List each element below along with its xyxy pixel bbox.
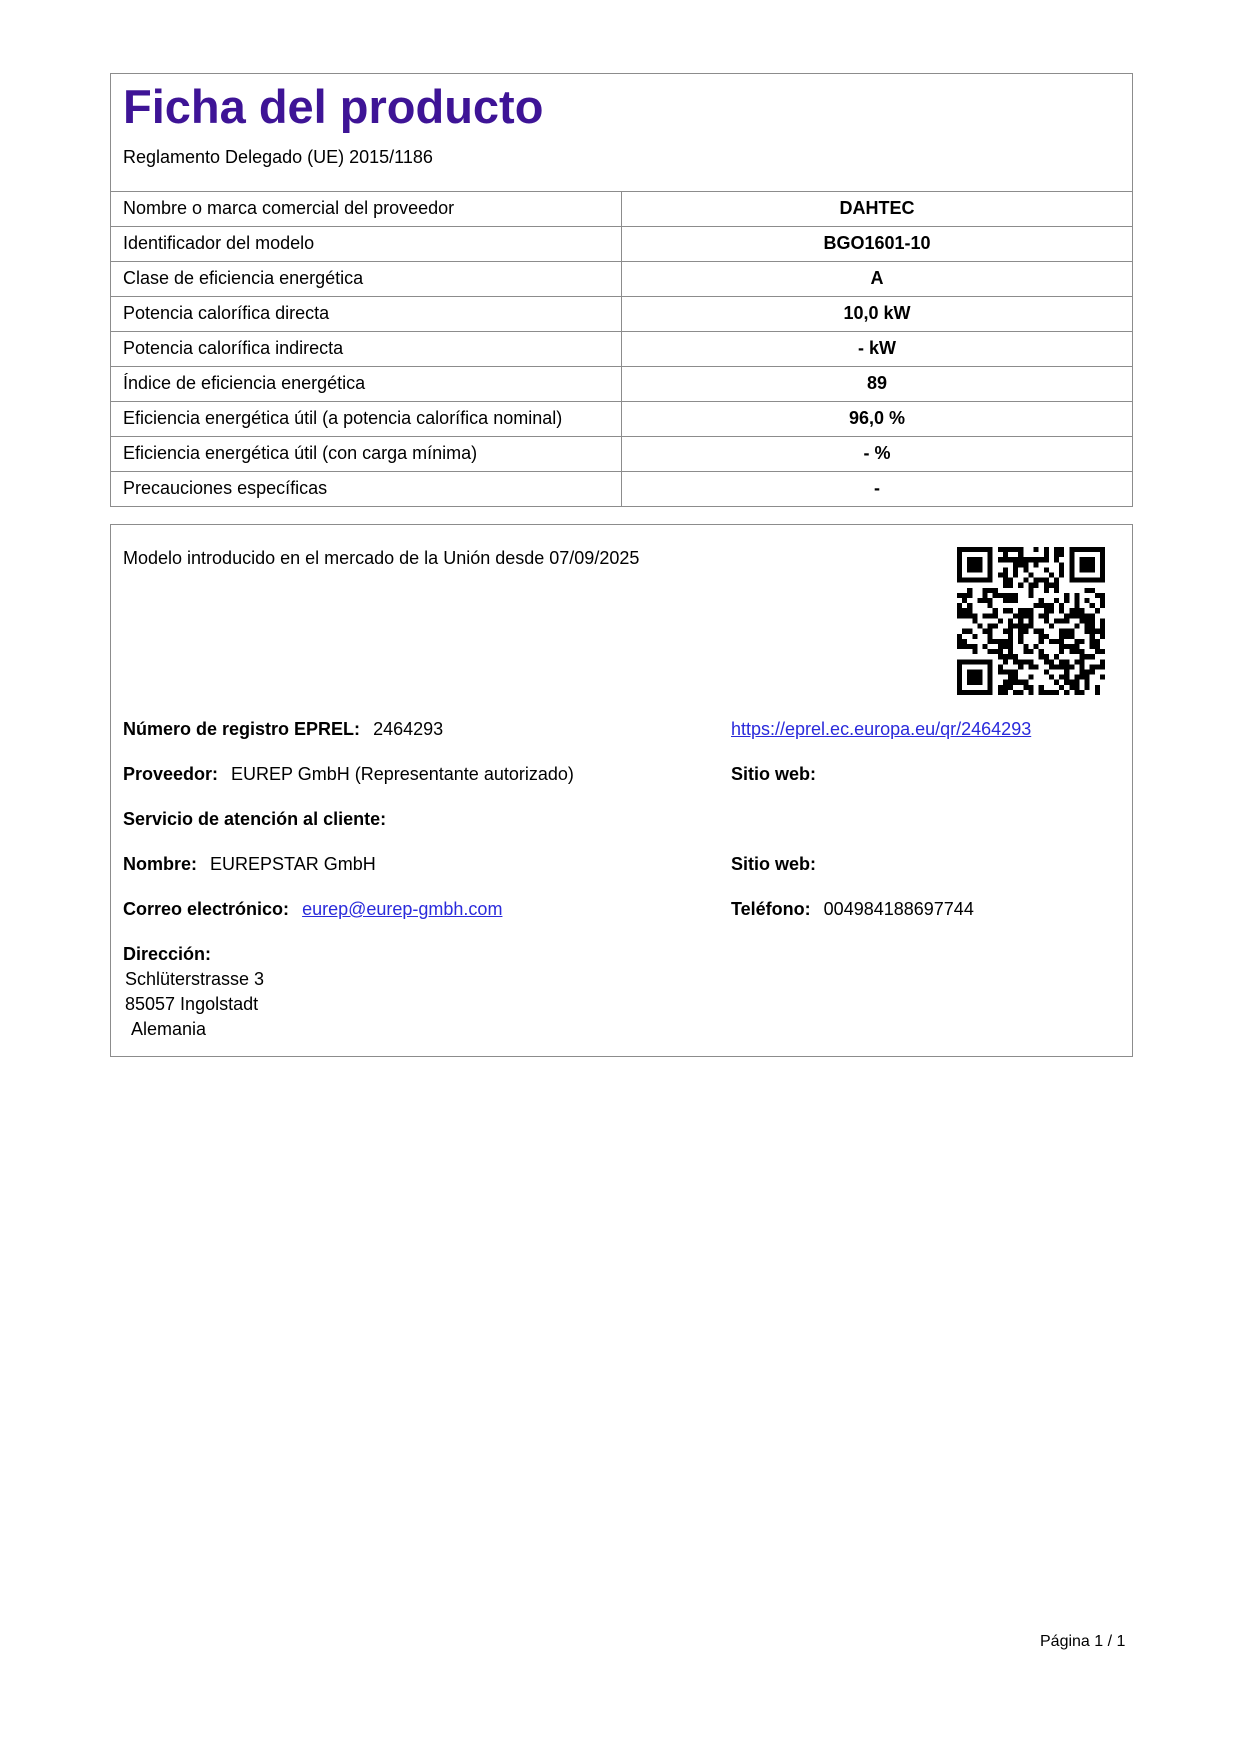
info-panel [110,524,1133,1057]
spec-value: BGO1601-10 [622,226,1133,261]
spec-value: A [622,261,1133,296]
spec-table [111,191,1132,506]
phone-row [731,899,974,920]
supplier-row [123,764,574,785]
spec-label: Clase de eficiencia energética [111,261,622,296]
address-line-2: 85057 Ingolstadt [125,994,259,1014]
spec-label: Precauciones específicas [111,471,622,506]
eprel-row [123,719,443,740]
spec-table-body [111,191,1132,506]
name-row [123,854,376,875]
name-label: Nombre: [123,854,198,874]
spec-label: Identificador del modelo [111,226,622,261]
supplier-value: EUREP GmbH (Representante autorizado) [231,764,574,784]
spec-label: Eficiencia energética útil (con carga mínima) [111,436,622,471]
regulation-subtitle: Reglamento Delegado (UE) 2015/1186 [123,146,433,167]
page-number: Página 1 / 1 [1040,1633,1126,1650]
spec-value: 89 [622,366,1133,401]
spec-label: Potencia calorífica indirecta [111,331,622,366]
email-link[interactable]: eurep@eurep-gmbh.com [302,899,503,919]
phone-value: 004984188697744 [823,899,974,919]
eprel-link-wrap [731,719,1031,740]
spec-value: 96,0 % [622,401,1133,436]
market-text: Modelo introducido en el mercado de la Unión desde 07/09/2025 [123,548,640,568]
website-label-1: Sitio web: [731,764,816,784]
spec-row [111,191,1132,226]
eprel-value: 2464293 [373,719,444,739]
page-title: Ficha del producto [123,80,544,133]
spec-label: Índice de eficiencia energética [111,366,622,401]
spec-value: 10,0 kW [622,296,1133,331]
name-value: EUREPSTAR GmbH [210,854,376,874]
spec-row [111,226,1132,261]
supplier-label: Proveedor: [123,764,219,784]
spec-row [111,471,1132,506]
address-line-3: Alemania [131,1019,207,1039]
spec-row [111,436,1132,471]
spec-label: Potencia calorífica directa [111,296,622,331]
spec-row [111,296,1132,331]
qr-code-icon [957,547,1105,695]
spec-label: Eficiencia energética útil (a potencia calorífica nominal) [111,401,622,436]
spec-value: DAHTEC [622,191,1133,226]
eprel-link[interactable]: https://eprel.ec.europa.eu/qr/2464293 [731,719,1032,739]
spec-row [111,401,1132,436]
product-sheet [110,73,1133,507]
phone-label: Teléfono: [731,899,811,919]
email-label: Correo electrónico: [123,899,290,919]
spec-row [111,366,1132,401]
eprel-label: Número de registro EPREL: [123,719,361,739]
spec-value: - [622,471,1133,506]
customer-service-label: Servicio de atención al cliente: [123,809,387,829]
spec-row [111,331,1132,366]
email-row [123,899,502,920]
address-line-1: Schlüterstrasse 3 [125,969,265,989]
spec-value: - % [622,436,1133,471]
spec-label: Nombre o marca comercial del proveedor [111,191,622,226]
spec-row [111,261,1132,296]
address-label: Dirección: [123,944,212,964]
website-label-2: Sitio web: [731,854,816,874]
spec-value: - kW [622,331,1133,366]
